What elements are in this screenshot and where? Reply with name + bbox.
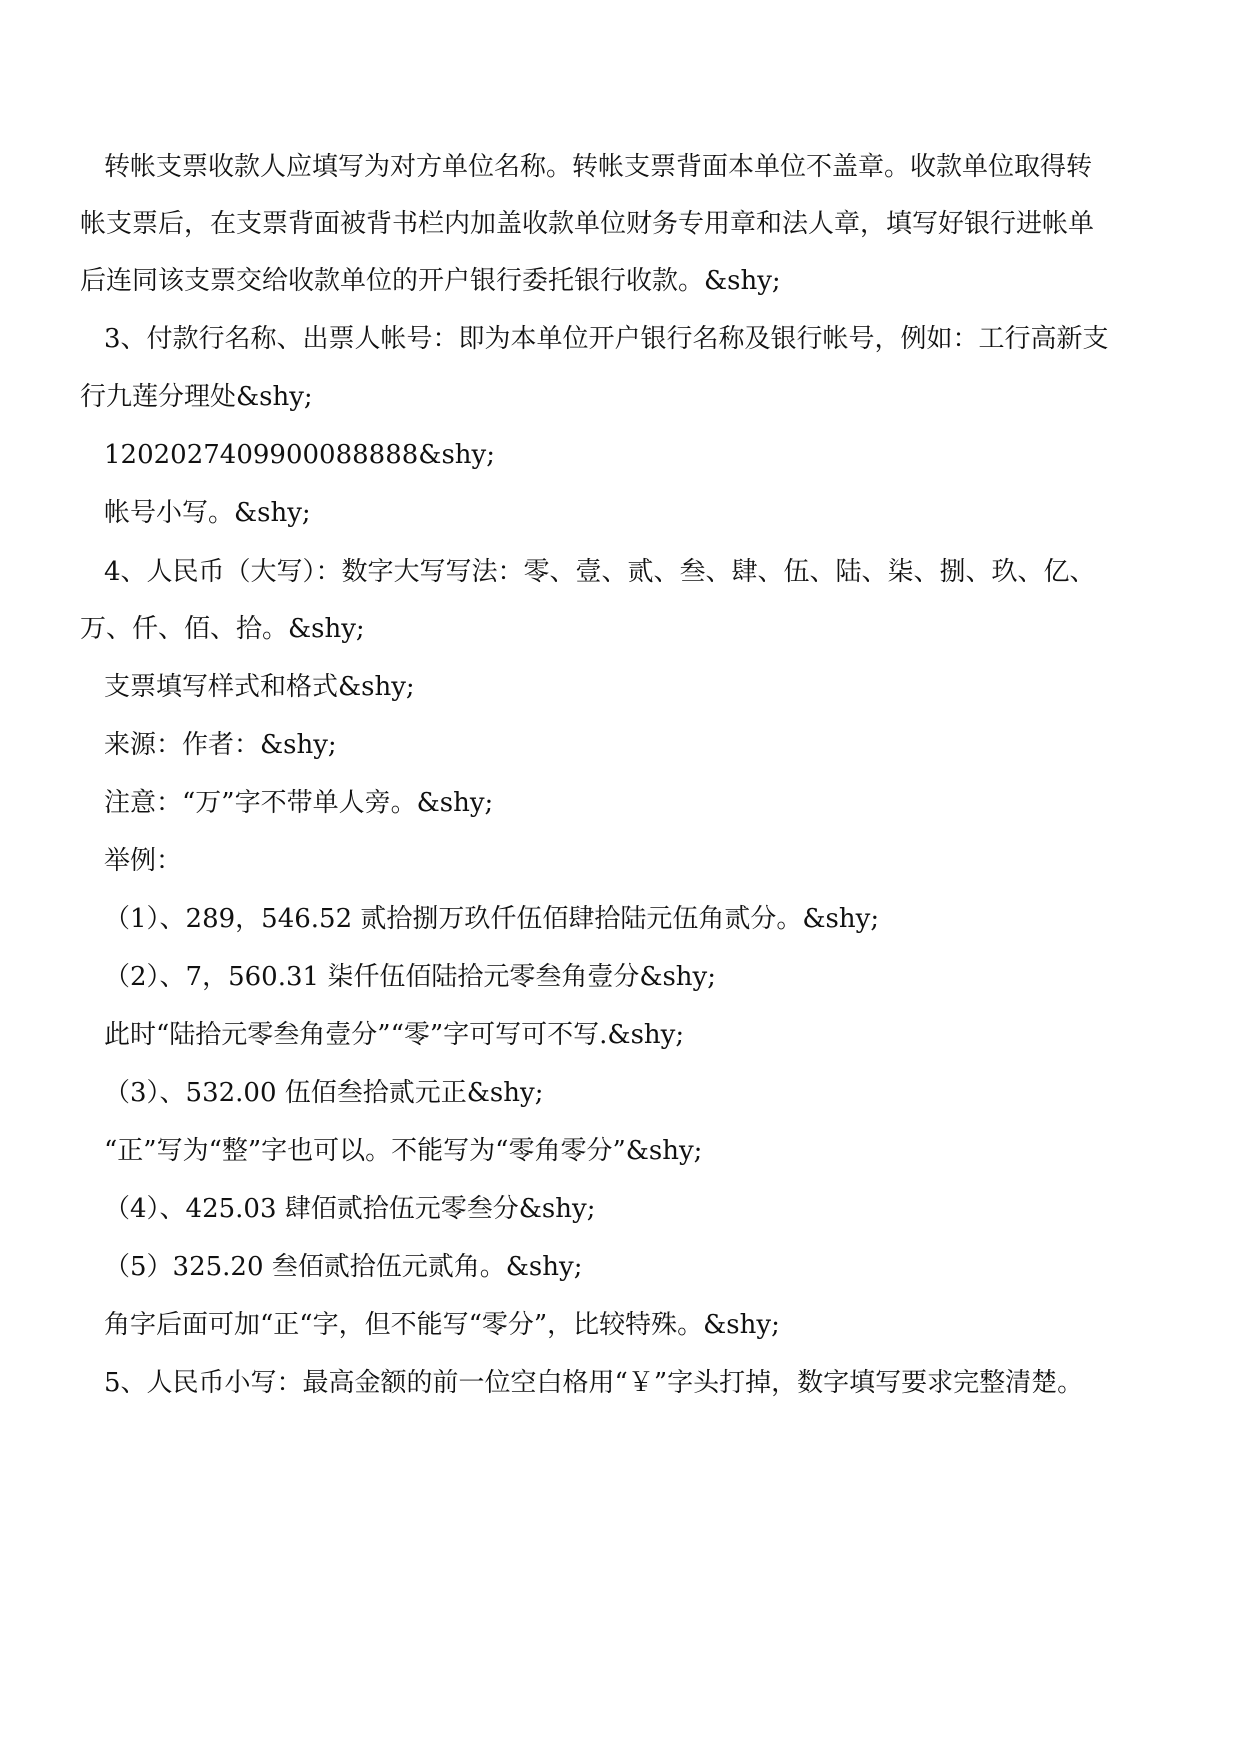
paragraph-line-9: 万、仟、佰、拾。&shy;: [80, 614, 365, 644]
paragraph-line-5: 行九莲分理处&shy;: [80, 382, 313, 412]
paragraph-line-3: 后连同该支票交给收款单位的开户银行委托银行收款。&shy;: [80, 266, 781, 296]
paragraph-line-15: （2）、7，560.31 柒仟伍佰陆拾元零叁角壹分&shy;: [104, 962, 717, 992]
paragraph-line-13: 举例：: [104, 846, 183, 876]
paragraph-line-6: 1202027409900088888&shy;: [104, 440, 495, 470]
paragraph-line-1: 转帐支票收款人应填写为对方单位名称。转帐支票背面本单位不盖章。收款单位取得转: [104, 152, 1093, 182]
paragraph-line-11: 来源：作者：&shy;: [104, 730, 337, 760]
paragraph-line-19: （4）、425.03 肆佰贰拾伍元零叁分&shy;: [104, 1194, 596, 1224]
paragraph-line-4: 3、付款行名称、出票人帐号：即为本单位开户银行名称及银行帐号，例如：工行高新支: [104, 324, 1109, 354]
paragraph-line-21: 角字后面可加“正“字，但不能写“零分”，比较特殊。&shy;: [104, 1310, 780, 1340]
paragraph-line-14: （1）、289，546.52 贰拾捌万玖仟伍佰肆拾陆元伍角贰分。&shy;: [104, 904, 880, 934]
paragraph-line-17: （3）、532.00 伍佰叁拾贰元正&shy;: [104, 1078, 544, 1108]
paragraph-line-22: 5、人民币小写：最高金额的前一位空白格用“￥”字头打掉，数字填写要求完整清楚。: [104, 1368, 1084, 1398]
paragraph-line-16: 此时“陆拾元零叁角壹分”“零”字可写可不写.&shy;: [104, 1020, 685, 1050]
paragraph-line-18: “正”写为“整”字也可以。不能写为“零角零分”&shy;: [104, 1136, 703, 1166]
paragraph-line-10: 支票填写样式和格式&shy;: [104, 672, 415, 702]
paragraph-line-2: 帐支票后，在支票背面被背书栏内加盖收款单位财务专用章和法人章，填写好银行进帐单: [80, 209, 1095, 239]
paragraph-line-20: （5）325.20 叁佰贰拾伍元贰角。&shy;: [104, 1252, 583, 1282]
paragraph-line-8: 4、人民币（大写）：数字大写写法：零、壹、贰、叁、肆、伍、陆、柒、捌、玖、亿、: [104, 557, 1096, 587]
paragraph-line-7: 帐号小写。&shy;: [104, 498, 311, 528]
paragraph-line-12: 注意：“万”字不带单人旁。&shy;: [104, 788, 494, 818]
